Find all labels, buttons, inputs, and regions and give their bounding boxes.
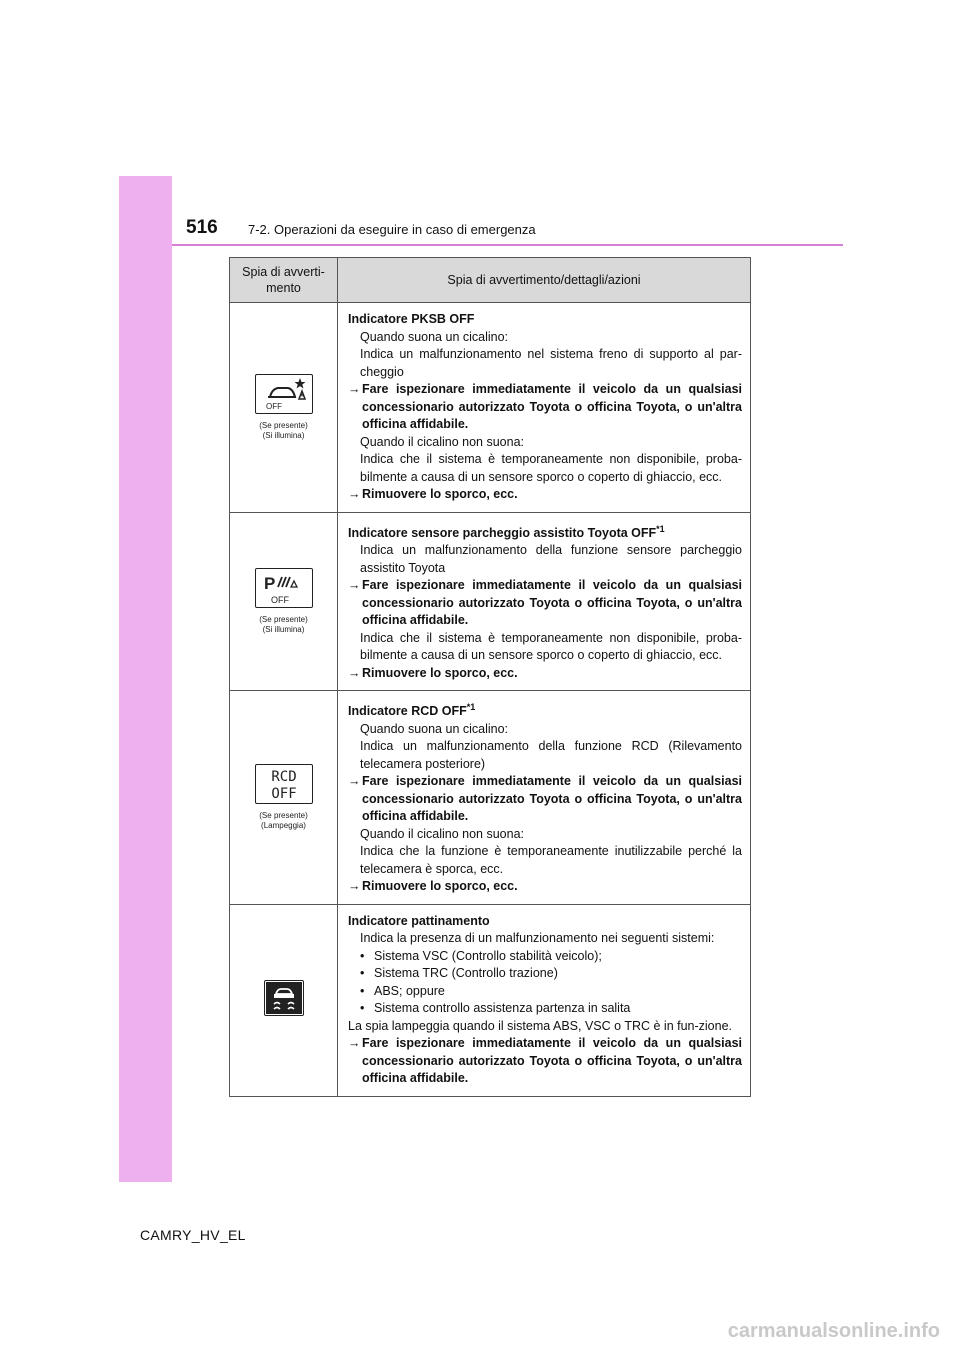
description-text: Indica un malfunzionamento della funzione RCD (Rilevamento telecamera posteriore)	[360, 739, 742, 771]
icon-note: (Se presente) (Si illumina)	[259, 421, 308, 440]
footnote-mark: *1	[466, 702, 476, 713]
action-text: Rimuovere lo sporco, ecc.	[362, 879, 518, 894]
parking-icon-p: P	[263, 574, 275, 594]
rcd-off-icon	[255, 764, 313, 804]
pksb-off-icon	[255, 374, 313, 414]
action-item	[348, 1035, 742, 1088]
condition-text: Quando suona un cicalino:	[360, 329, 509, 344]
rcd-icon-top: RCD	[270, 769, 297, 786]
icon-cell	[230, 512, 338, 691]
table-row	[230, 303, 751, 513]
action-item	[348, 878, 742, 896]
arrow-icon: →	[348, 578, 361, 593]
description-cell	[338, 512, 751, 691]
condition-text: Quando il cicalino non suona:	[360, 434, 525, 449]
bullet-mark: •	[360, 983, 365, 998]
table-header-row	[230, 258, 751, 303]
list-item	[348, 983, 742, 1001]
description-text: Indica la presenza di un malfunzionamento nei seguenti sistemi:	[360, 931, 715, 946]
list-item-text: Sistema VSC (Controllo stabilità veicolo);	[374, 948, 602, 963]
bullet-mark: •	[360, 966, 365, 981]
description-cell	[338, 303, 751, 513]
description-text: Indica un malfunzionamento nel sistema freno di supporto al par-cheggio	[360, 347, 742, 379]
description-text: Indica che la funzione è temporaneamente inutilizzabile perché la telecamera è sporca, ecc.	[360, 844, 742, 876]
list-item	[348, 965, 742, 983]
pksb-icon-label: OFF	[265, 402, 282, 412]
list-item-text: Sistema controllo assistenza partenza in salita	[374, 1001, 631, 1016]
indicator-title	[348, 699, 742, 721]
list-item-text: Sistema TRC (Controllo trazione)	[374, 966, 558, 981]
action-text: Fare ispezionare immediatamente il veicolo da un qualsiasi concessionario autorizzato Toyota o officina Toyota, o un'altra officina affidabile.	[362, 578, 742, 628]
parking-sensor-off-icon	[255, 568, 313, 608]
document-code: CAMRY_HV_EL	[140, 1227, 246, 1243]
indicator-title: Indicatore pattinamento	[348, 913, 490, 928]
arrow-icon: →	[348, 879, 361, 894]
indicator-title-text: Indicatore RCD OFF	[348, 704, 467, 719]
arrow-icon: →	[348, 665, 361, 680]
condition-text: Quando suona un cicalino:	[360, 721, 509, 736]
description-text: La spia lampeggia quando il sistema ABS, VSC o TRC è in fun-zione.	[348, 1018, 733, 1033]
slip-indicator-icon	[264, 980, 304, 1016]
warning-lights-table	[229, 257, 751, 1097]
indicator-title-text: Indicatore sensore parcheggio assistito Toyota OFF	[348, 525, 657, 540]
condition-text: Quando il cicalino non suona:	[360, 826, 525, 841]
column-header-details: Spia di avvertimento/dettagli/azioni	[338, 258, 751, 303]
footnote-mark: *1	[656, 523, 665, 534]
list-item	[348, 948, 742, 966]
description-cell	[338, 904, 751, 1096]
action-text: Fare ispezionare immediatamente il veicolo da un qualsiasi concessionario autorizzato Toyota o officina Toyota, o un'altra officina affidabile.	[362, 382, 742, 431]
parking-icon-label: OFF	[270, 595, 289, 606]
action-item	[348, 577, 742, 630]
header-divider	[172, 244, 843, 246]
icon-cell	[230, 904, 338, 1096]
icon-note: (Se presente) (Si illumina)	[259, 615, 308, 634]
icon-cell	[230, 303, 338, 513]
bullet-mark: •	[360, 1001, 365, 1016]
table-row	[230, 512, 751, 691]
description-text: Indica che il sistema è temporaneamente non disponibile, proba-bilmente a causa di un sensore sporco o coperto di ghiaccio, ecc.	[360, 452, 742, 484]
arrow-icon: →	[348, 774, 361, 789]
watermark: carmanualsonline.info	[727, 1320, 940, 1342]
action-text: Fare ispezionare immediatamente il veicolo da un qualsiasi concessionario autorizzato Toyota o officina Toyota, o un'altra officina affidabile.	[362, 1036, 742, 1086]
description-cell	[338, 691, 751, 905]
action-text: Fare ispezionare immediatamente il veicolo da un qualsiasi concessionario autorizzato Toyota o officina Toyota, o un'altra officina affidabile.	[362, 774, 742, 824]
action-item	[348, 486, 742, 504]
icon-cell	[230, 691, 338, 905]
action-text: Rimuovere lo sporco, ecc.	[362, 487, 518, 501]
arrow-icon: →	[348, 382, 361, 396]
indicator-title: Indicatore PKSB OFF	[348, 312, 475, 326]
section-title: 7-2. Operazioni da eseguire in caso di emergenza	[248, 222, 536, 237]
page-number: 516	[186, 217, 218, 238]
side-tab-band	[119, 176, 172, 1182]
column-header-light	[230, 258, 338, 303]
table-row	[230, 904, 751, 1096]
action-item	[348, 773, 742, 826]
bullet-mark: •	[360, 948, 365, 963]
action-text: Rimuovere lo sporco, ecc.	[362, 665, 518, 680]
description-text: Indica che il sistema è temporaneamente non disponibile, proba-bilmente a causa di un sensore sporco o coperto di ghiaccio, ecc.	[360, 630, 742, 663]
indicator-title	[348, 521, 742, 543]
list-item-text: ABS; oppure	[374, 983, 445, 998]
description-text: Indica un malfunzionamento della funzione sensore parcheggio assistito Toyota	[360, 543, 742, 575]
col1-header-text: Spia di avverti- mento	[242, 265, 325, 295]
arrow-icon: →	[348, 487, 361, 501]
icon-note: (Se presente) (Lampeggia)	[259, 811, 308, 830]
action-item	[348, 665, 742, 683]
list-item	[348, 1000, 742, 1018]
arrow-icon: →	[348, 1036, 361, 1051]
table-row	[230, 691, 751, 905]
rcd-icon-bottom: OFF	[270, 786, 297, 803]
action-item	[348, 381, 742, 434]
